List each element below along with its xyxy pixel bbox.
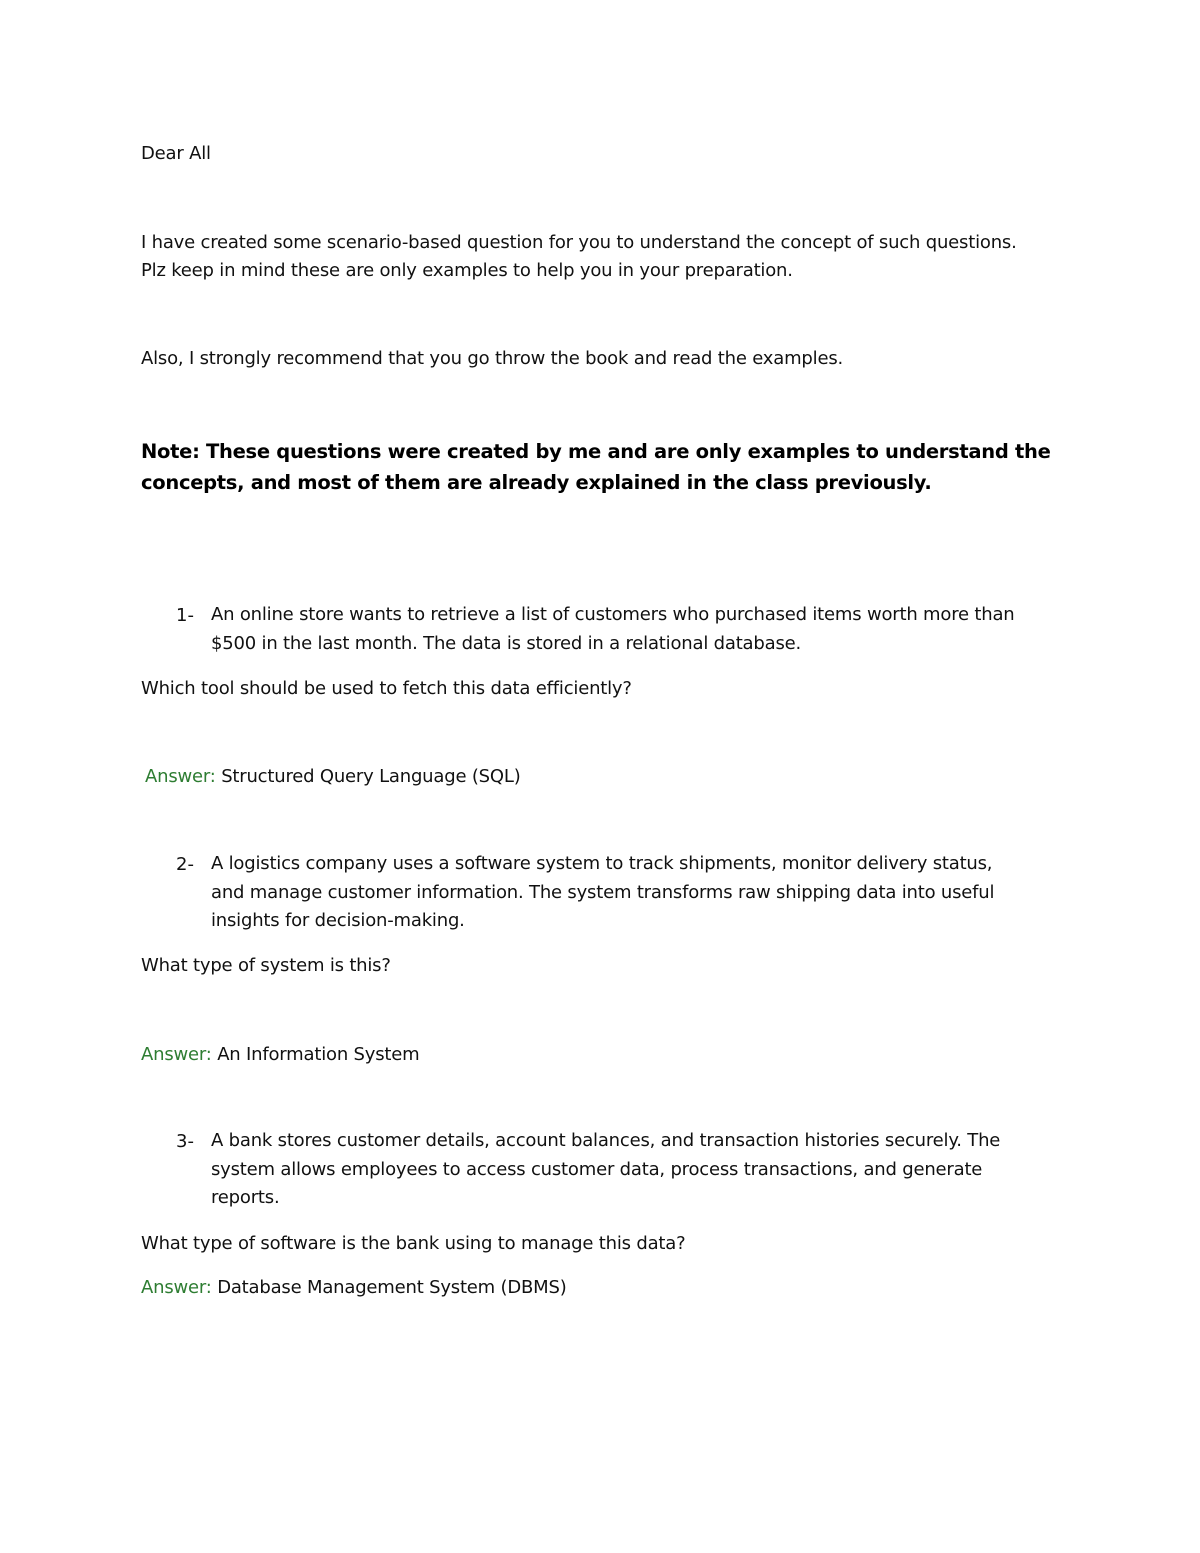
answer-label: Answer: xyxy=(141,1044,212,1065)
question-3-number: 3- xyxy=(176,1131,194,1152)
question-1-answer xyxy=(145,763,521,791)
note-line-1: Note: These questions were created by me and are only examples to understand the xyxy=(141,440,1051,463)
question-1-scenario-line: $500 in the last month. The data is stored in a relational database. xyxy=(211,632,802,654)
question-3-scenario-line: A bank stores customer details, account balances, and transaction histories securely. The xyxy=(211,1130,1001,1151)
answer-label: Answer: xyxy=(141,1277,212,1298)
intro-line-1: I have created some scenario-based question for you to understand the concept of such questions. xyxy=(141,232,1017,253)
greeting: Dear All xyxy=(141,143,211,164)
question-1-scenario-line: An online store wants to retrieve a list of customers who purchased items worth more than xyxy=(211,604,1015,625)
question-1-number: 1- xyxy=(176,605,194,626)
question-2-answer xyxy=(141,1041,419,1069)
answer-value: An Information System xyxy=(217,1044,420,1065)
question-2-scenario-line: A logistics company uses a software system to track shipments, monitor delivery status, xyxy=(211,853,993,874)
question-1-scenario xyxy=(211,601,1015,658)
intro-line-2: Plz keep in mind these are only examples to help you in your preparation. xyxy=(141,260,793,281)
answer-value: Structured Query Language (SQL) xyxy=(221,766,521,787)
answer-value: Database Management System (DBMS) xyxy=(217,1277,567,1298)
recommendation: Also, I strongly recommend that you go throw the book and read the examples. xyxy=(141,348,844,369)
question-2-text: What type of system is this? xyxy=(141,955,391,976)
question-2-number: 2- xyxy=(176,854,194,875)
question-3-text: What type of software is the bank using to manage this data? xyxy=(141,1233,686,1254)
question-2-scenario xyxy=(211,850,994,936)
answer-label: Answer: xyxy=(145,766,216,787)
question-3-scenario-line: reports. xyxy=(211,1187,280,1208)
question-3-scenario-line: system allows employees to access customer data, process transactions, and generate xyxy=(211,1158,983,1180)
question-2-scenario-line: insights for decision-making. xyxy=(211,910,465,931)
question-2-scenario-line: and manage customer information. The system transforms raw shipping data into useful xyxy=(211,881,995,903)
question-3-scenario xyxy=(211,1127,1000,1213)
question-1-text: Which tool should be used to fetch this data efficiently? xyxy=(141,678,632,699)
question-3-answer xyxy=(141,1274,567,1302)
note-line-2: concepts, and most of them are already explained in the class previously. xyxy=(141,471,932,494)
